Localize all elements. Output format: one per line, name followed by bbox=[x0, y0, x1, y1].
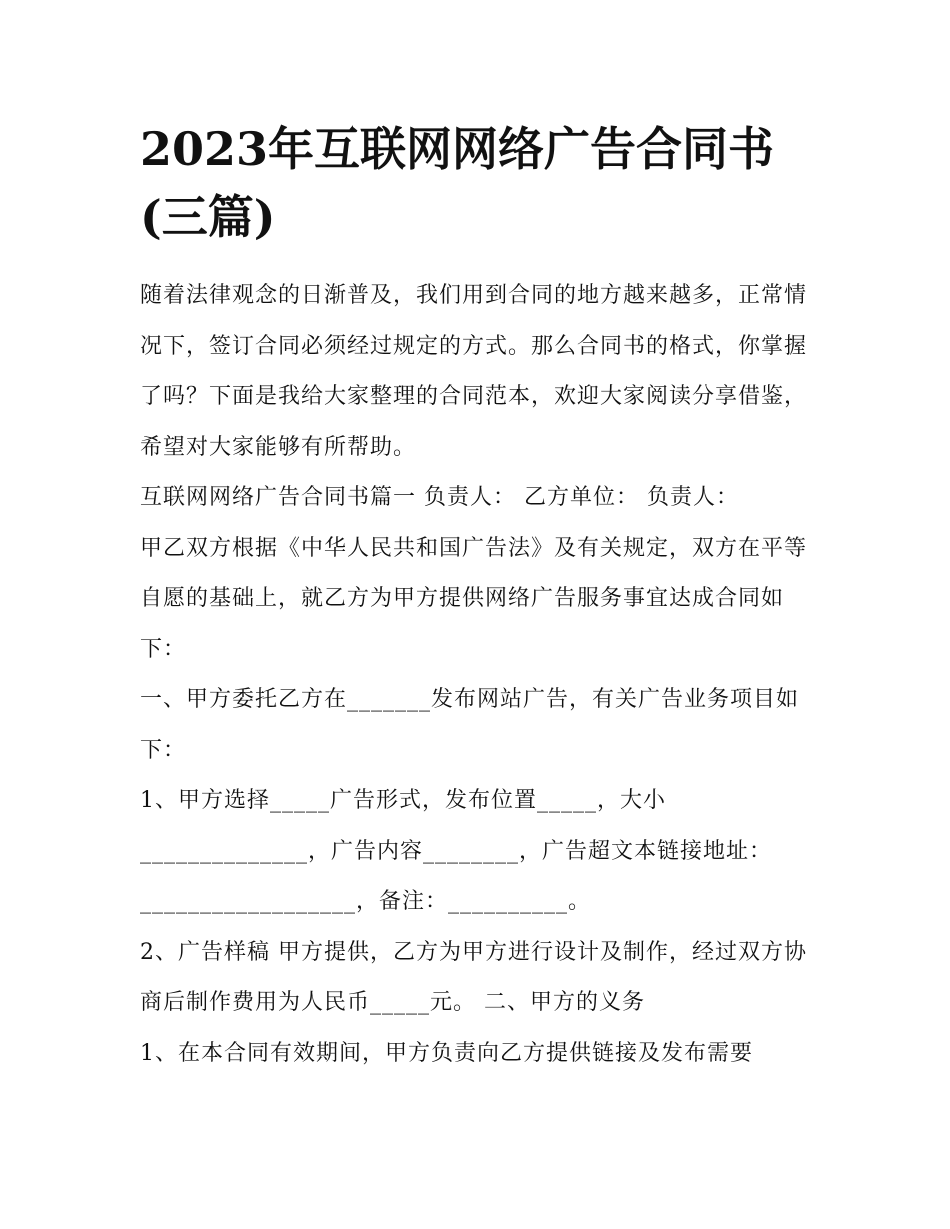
clause-1-item-2-paragraph: 2、广告样稿 甲方提供，乙方为甲方进行设计及制作，经过双方协商后制作费用为人民币_____元。 二、甲方的义务 bbox=[140, 939, 807, 1015]
preamble-paragraph: 甲乙双方根据《中华人民共和国广告法》及有关规定，双方在平等自愿的基础上，就乙方为甲方提供网络广告服务事宜达成合同如下： bbox=[140, 535, 808, 662]
document-body bbox=[140, 115, 812, 1079]
clause-1-paragraph: 一、甲方委托乙方在_______发布网站广告，有关广告业务项目如下： bbox=[140, 687, 800, 763]
intro-paragraph: 随着法律观念的日渐普及，我们用到合同的地方越来越多，正常情况下，签订合同必须经过规定的方式。那么合同书的格式，你掌握了吗？下面是我给大家整理的合同范本，欢迎大家阅读分享借鉴，希望对大家能够有所帮助。 bbox=[140, 283, 808, 460]
section-heading-paragraph: 互联网网络广告合同书篇一 负责人： 乙方单位： 负责人： bbox=[140, 485, 739, 510]
document-title: 2023年互联网网络广告合同书(三篇) bbox=[140, 122, 775, 244]
clause-1-item-1-paragraph: 1、甲方选择_____广告形式，发布位置_____，大小______________，广告内容________，广告超文本链接地址：__________________，备注：__________。 bbox=[140, 788, 773, 914]
clause-2-item-1-paragraph: 1、在本合同有效期间，甲方负责向乙方提供链接及发布需要 bbox=[140, 1040, 753, 1066]
